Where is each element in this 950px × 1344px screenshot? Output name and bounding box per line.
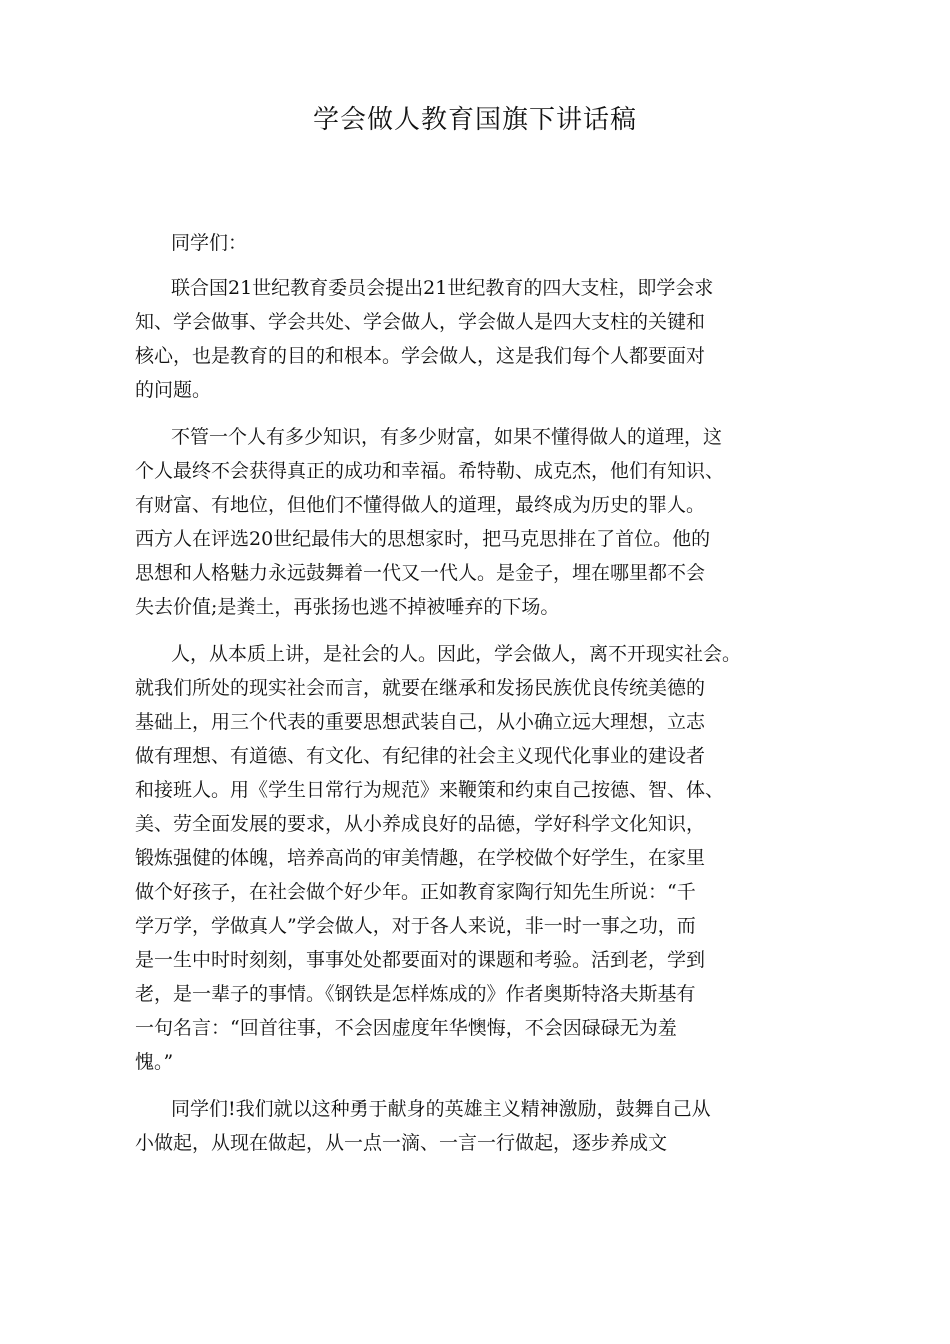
paragraph-3: 人，从本质上讲，是社会的人。因此，学会做人，离不开现实社会。 就我们所处的现实社会而言，就要在继承和发扬民族优良传统美德的 基础上，用三个代表的重要思想武装自己，从小确立远大理想，立志 做有理想、有道德、有文化、有纪律的社会主义现代化事业的建设者 和接班人。用《学生日常行为规范》来鞭策和约束自己按德、智、体、 美、劳全面发展的要求，从小养成良好的品德，学好科学文化知识， 锻炼强健的体魄，培养高尚的审美情趣，在学校做个好学生，在家里 做个好孩子，在社会做个好少年。正如教育家陶行知先生所说：“千 学万学，学做真人”学会做人，对于各人来说，非一时一事之功，而 是一生中时时刻刻，事事处处都要面对的课题和考验。活到老，学到 老，是一辈子的事情。《钢铁是怎样炼成的》作者奥斯特洛夫斯基有 一句名言：“回首往事，不会因虚度年华懊悔，不会因碌碌无为羞 愧。” — [135, 643, 742, 1073]
paragraph-2: 不管一个人有多少知识，有多少财富，如果不懂得做人的道理，这 个人最终不会获得真正的成功和幸福。希特勒、成克杰，他们有知识、 有财富、有地位，但他们不懂得做人的道理，最终成为历史的罪人。 西方人在评选20世纪最伟大的思想家时，把马克思排在了首位。他的 思想和人格魅力永远鼓舞着一代又一代人。是金子，埋在哪里都不会 失去价值;是粪土，再张扬也逃不掉被唾弃的下场。 — [135, 426, 725, 618]
paragraph-4: 同学们!我们就以这种勇于献身的英雄主义精神激励，鼓舞自己从 小做起，从现在做起，从一点一滴、一言一行做起，逐步养成文 — [135, 1098, 711, 1154]
salutation: 同学们： — [171, 232, 248, 254]
paragraph-1: 联合国21世纪教育委员会提出21世纪教育的四大支柱，即学会求 知、学会做事、学会共处、学会做人，学会做人是四大支柱的关键和 核心，也是教育的目的和根本。学会做人，这是我们每个人都要面对 的问题。 — [135, 277, 714, 401]
document-title: 学会做人教育国旗下讲话稿 — [312, 105, 637, 135]
document-body — [135, 226, 815, 1173]
